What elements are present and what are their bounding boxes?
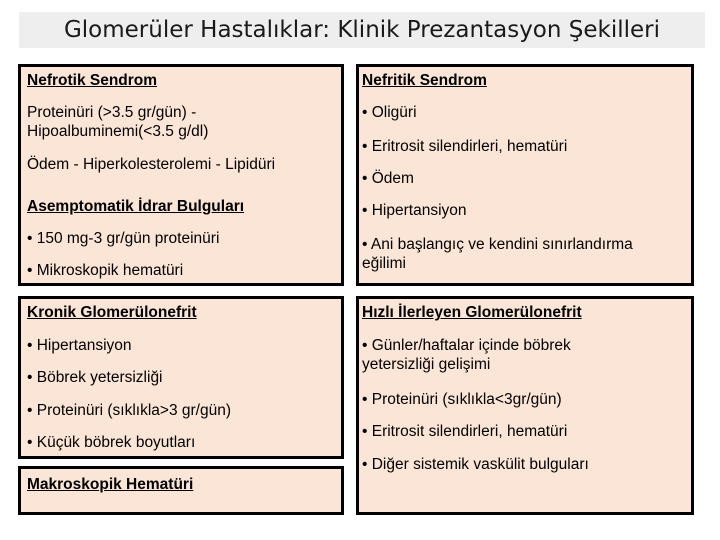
asymptomatic-item: • 150 mg-3 gr/gün proteinüri: [27, 230, 220, 247]
chronic-item: • Proteinüri (sıklıkla>3 gr/gün): [27, 402, 231, 419]
chronic-heading: Kronik Glomerülonefrit: [27, 304, 197, 321]
rapid-item: • Günler/haftalar içinde böbrek: [362, 337, 571, 354]
chronic-item: • Küçük böbrek boyutları: [27, 434, 196, 451]
nephritic-item: • Eritrosit silendirleri, hematüri: [362, 138, 568, 155]
asymptomatic-item: • Mikroskopik hematüri: [27, 262, 184, 279]
nephrotic-line-1b: Hipoalbuminemi(<3.5 g/dl): [27, 123, 209, 140]
nephritic-heading: Nefritik Sendrom: [362, 72, 487, 89]
nephritic-item: • Ödem: [362, 170, 414, 187]
macro-heading: Makroskopik Hematüri: [27, 476, 194, 493]
nephrotic-asymptomatic-box: [18, 64, 344, 286]
asymptomatic-heading: Asemptomatik İdrar Bulguları: [27, 198, 245, 215]
rapid-item-cont: yetersizliği gelişimi: [362, 356, 491, 373]
rapid-item: • Eritrosit silendirleri, hematüri: [362, 423, 568, 440]
rapid-heading: Hızlı İlerleyen Glomerülonefrit: [362, 304, 582, 321]
rapid-item: • Proteinüri (sıklıkla<3gr/gün): [362, 391, 562, 408]
rapid-item: • Diğer sistemik vaskülit bulguları: [362, 456, 589, 473]
nephrotic-heading: Nefrotik Sendrom: [27, 72, 158, 89]
nephrotic-line-1a: Proteinüri (>3.5 gr/gün) -: [27, 104, 197, 121]
nephritic-item-cont: eğilimi: [362, 255, 406, 272]
nephrotic-line-2: Ödem - Hiperkolesterolemi - Lipidüri: [27, 156, 276, 173]
chronic-item: • Böbrek yetersizliği: [27, 369, 163, 386]
nephritic-item: • Oligüri: [362, 104, 417, 121]
page-title: Glomerüler Hastalıklar: Klinik Prezantasyon Şekilleri: [19, 12, 705, 48]
nephritic-item: • Hipertansiyon: [362, 202, 467, 219]
chronic-item: • Hipertansiyon: [27, 337, 132, 354]
nephritic-item: • Ani başlangıç ve kendini sınırlandırma: [362, 236, 633, 253]
